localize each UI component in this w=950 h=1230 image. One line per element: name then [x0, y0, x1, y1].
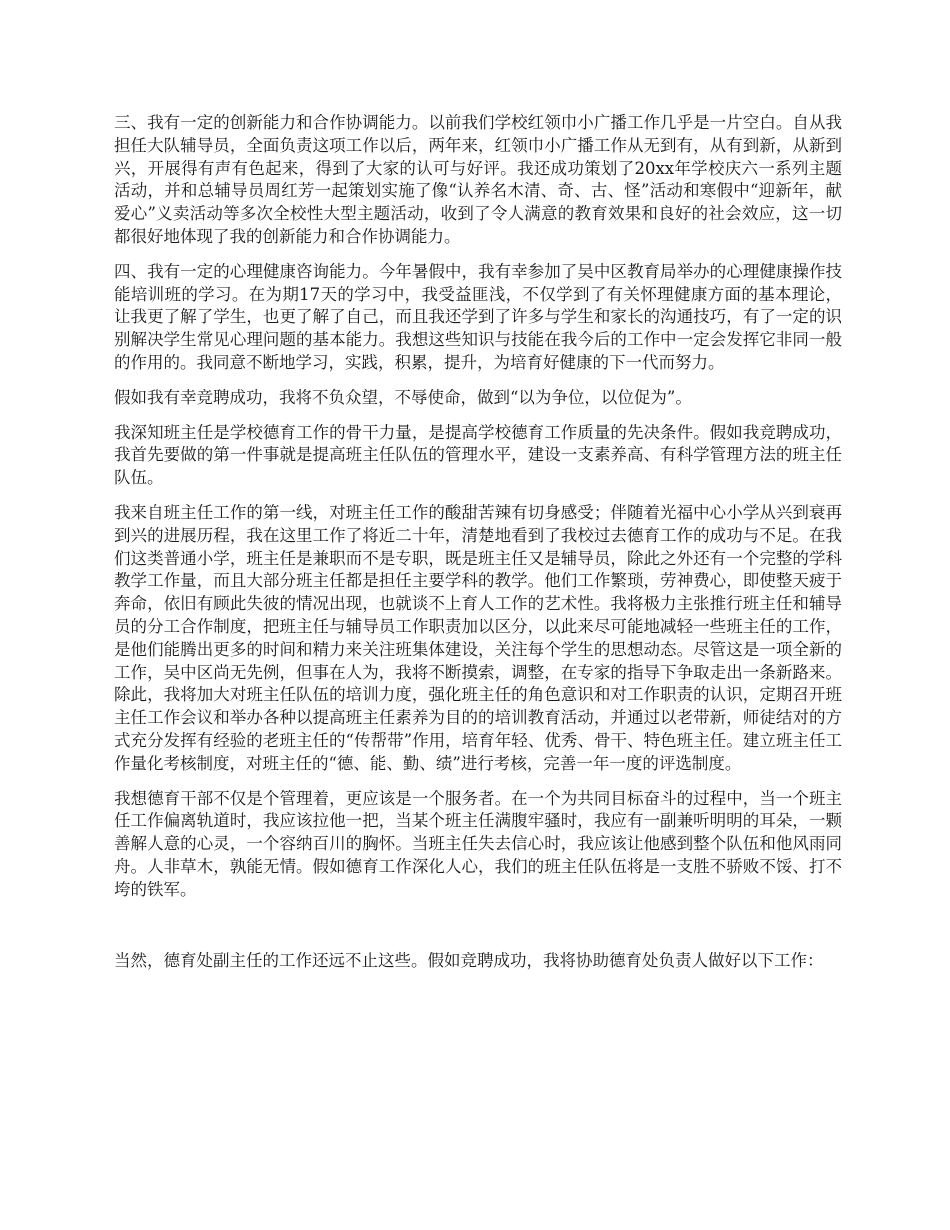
paragraph-head-teacher-plan: 我来自班主任工作的第一线，对班主任工作的酸甜苦辣有切身感受；伴随着光福中心小学从兴到衰再到兴的进展历程，我在这里工作了将近二十年，清楚地看到了我校过去德育工作的成功与不足。在我们这类普通小学，班主任是兼职而不是专职，既是班主任又是辅导员，除此之外还有一个完整的学科教学工作量，而且大部分班主任都是担任主要学科的教学。他们工作繁琐，劳神费心，即使整天疲于奔命，依旧有顾此失彼的情况出现，也就谈不上育人工作的艺术性。我将极力主张推行班主任和辅导员的分工合作制度，把班主任与辅导员工作职责加以区分，以此来尽可能地减轻一些班主任的工作，是他们能腾出更多的时间和精力来关注班集体建设，关注每个学生的思想动态。尽管这是一项全新的工作，吴中区尚无先例，但事在人为，我将不断摸索，调整，在专家的指导下争取走出一条新路来。除此，我将加大对班主任队伍的培训力度，强化班主任的角色意识和对工作职责的认识，定期召开班主任工作会议和举办各种以提高班主任素养为目的的培训教育活动，并通过以老带新，师徒结对的方式充分发挥有经验的老班主任的“传帮带”作用，培育年轻、优秀、骨干、特色班主任。建立班主任工作量化考核制度，对班主任的“德、能、勤、绩”进行考核，完善一年一度的评选制度。 — [114, 502, 842, 773]
paragraph-commitment: 假如我有幸竞聘成功，我将不负众望，不辱使命，做到“以为争位，以位促为”。 — [114, 387, 692, 407]
paragraph-service-attitude: 我想德育干部不仅是个管理着，更应该是一个服务者。在一个为共同目标奋斗的过程中，当一个班主任工作偏离轨道时，我应该拉他一把，当某个班主任满腹牢骚时，我应有一副兼听明明的耳朵，一颗善解人意的心灵，一个容纳百川的胸怀。当班主任失去信心时，我应该让他感到整个队伍和他风雨同舟。人非草木，孰能无情。假如德育工作深化人心，我们的班主任队伍将是一支胜不骄败不馁、打不垮的铁军。 — [114, 788, 842, 899]
document-page — [114, 112, 842, 972]
paragraph-innovation-ability: 三、我有一定的创新能力和合作协调能力。以前我们学校红领巾小广播工作几乎是一片空白。自从我担任大队辅导员，全面负责这项工作以后，两年来，红领巾小广播工作从无到有，从有到新，从新到兴，开展得有声有色起来，得到了大家的认可与好评。我还成功策划了20xx年学校庆六一系列主题活动，并和总辅导员周红芳一起策划实施了像“认养名木清、奇、古、怪”活动和寒假中“迎新年，献爱心”义卖活动等多次全校性大型主题活动，收到了令人满意的教育效果和良好的社会效应，这一切都很好地体现了我的创新能力和合作协调能力。 — [114, 113, 842, 246]
paragraph-head-teacher-role: 我深知班主任是学校德育工作的骨干力量，是提高学校德育工作质量的先决条件。假如我竞聘成功，我首先要做的第一件事就是提高班主任队伍的管理水平，建设一支素养高、有科学管理方法的班主任队伍。 — [114, 422, 842, 488]
paragraph-further-work: 当然，德育处副主任的工作还远不止这些。假如竞聘成功，我将协助德育处负责人做好以下工作： — [114, 950, 824, 970]
paragraph-counseling-ability: 四、我有一定的心理健康咨询能力。今年暑假中，我有幸参加了吴中区教育局举办的心理健康操作技能培训班的学习。在为期17天的学习中，我受益匪浅，不仅学到了有关怀理健康方面的基本理论，让我更了解了学生，也更了解了自己，而且我还学到了许多与学生和家长的沟通技巧，有了一定的识别解决学生常见心理问题的基本能力。我想这些知识与技能在我今后的工作中一定会发挥它非同一般的作用的。我同意不断地学习，实践，积累，提升，为培育好健康的下一代而努力。 — [114, 261, 842, 372]
